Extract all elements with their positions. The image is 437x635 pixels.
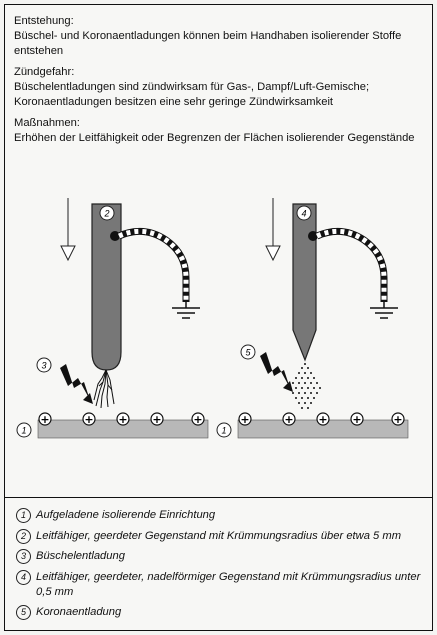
legend-item	[16, 529, 424, 544]
massnahmen-block	[14, 116, 422, 146]
lightning-bolt-icon	[60, 364, 93, 404]
zuendgefahr-text: Büschelentladungen sind zündwirksam für Gas-, Dampf/Luft-Gemische; Koronaentladungen besitzen eine sehr geringe Zündwirksamkeit	[14, 81, 370, 108]
plus-sign: +	[352, 413, 362, 426]
rounded-conductor	[92, 204, 121, 370]
ground-icon	[370, 302, 398, 318]
marker-5	[241, 345, 255, 359]
marker-4-label: 4	[301, 208, 307, 219]
legend-item	[16, 605, 424, 620]
marker-1-left	[17, 423, 31, 437]
legend-number: 2	[16, 529, 31, 544]
legend-number: 5	[16, 605, 31, 620]
marker-1-label: 1	[221, 425, 227, 436]
legend-item	[16, 508, 424, 523]
marker-2-label: 2	[104, 208, 110, 219]
legend-text: Aufgeladene isolierende Einrichtung	[36, 509, 216, 521]
plus-charge	[117, 413, 129, 426]
legend-number: 3	[16, 549, 31, 564]
corona-discharge	[292, 363, 321, 409]
plus-charge	[317, 413, 329, 426]
down-arrow-icon	[61, 198, 75, 260]
needle-conductor	[293, 204, 316, 360]
plus-sign: +	[193, 413, 203, 426]
plus-sign: +	[40, 413, 50, 426]
entstehung-block	[14, 14, 422, 59]
left-panel	[17, 198, 208, 438]
legend-number: 4	[16, 570, 31, 585]
ground-cable	[119, 231, 186, 302]
marker-1-label: 1	[21, 425, 27, 436]
marker-3-label: 3	[41, 360, 47, 371]
massnahmen-heading: Maßnahmen:	[14, 117, 80, 129]
legend	[16, 508, 424, 626]
plus-charge	[239, 413, 251, 426]
discharge-diagram	[4, 190, 433, 490]
legend-item	[16, 570, 424, 600]
plus-sign: +	[240, 413, 250, 426]
plus-charge	[151, 413, 163, 426]
brush-discharge	[94, 370, 114, 408]
right-panel	[217, 198, 408, 438]
massnahmen-text: Erhöhen der Leitfähigkeit oder Begrenzen der Flächen isolierender Gegenstände	[14, 132, 415, 144]
plus-charge	[192, 413, 204, 426]
plus-sign: +	[152, 413, 162, 426]
down-arrow-icon	[266, 198, 280, 260]
marker-1-right	[217, 423, 231, 437]
plus-sign: +	[393, 413, 403, 426]
plus-sign: +	[318, 413, 328, 426]
marker-4	[297, 206, 311, 220]
marker-2	[100, 206, 114, 220]
entstehung-heading: Entstehung:	[14, 15, 74, 27]
plus-sign: +	[118, 413, 128, 426]
entstehung-text: Büschel- und Koronaentladungen können beim Handhaben isolierender Stoffe entstehen	[14, 30, 402, 57]
legend-number: 1	[16, 508, 31, 523]
legend-text: Koronaentladung	[36, 606, 122, 618]
plus-charge	[283, 413, 295, 426]
plus-charge	[39, 413, 51, 426]
plus-sign: +	[284, 413, 294, 426]
section-divider	[4, 497, 433, 498]
ground-icon	[172, 302, 200, 318]
zuendgefahr-block	[14, 65, 422, 110]
zuendgefahr-heading: Zündgefahr:	[14, 66, 75, 78]
legend-text: Leitfähiger, geerdeter, nadelförmiger Gegenstand mit Krümmungsradius unter 0,5 mm	[36, 570, 421, 598]
ground-cable	[317, 231, 384, 302]
legend-text: Büschelentladung	[36, 550, 125, 562]
legend-item	[16, 549, 424, 564]
plus-charge	[351, 413, 363, 426]
plus-charge	[392, 413, 404, 426]
marker-3	[37, 358, 51, 372]
marker-5-label: 5	[245, 347, 251, 358]
lightning-bolt-icon	[260, 352, 293, 392]
plus-charge	[83, 413, 95, 426]
plus-sign: +	[84, 413, 94, 426]
info-section	[14, 14, 422, 152]
legend-text: Leitfähiger, geerdeter Gegenstand mit Krümmungsradius über etwa 5 mm	[36, 529, 402, 542]
